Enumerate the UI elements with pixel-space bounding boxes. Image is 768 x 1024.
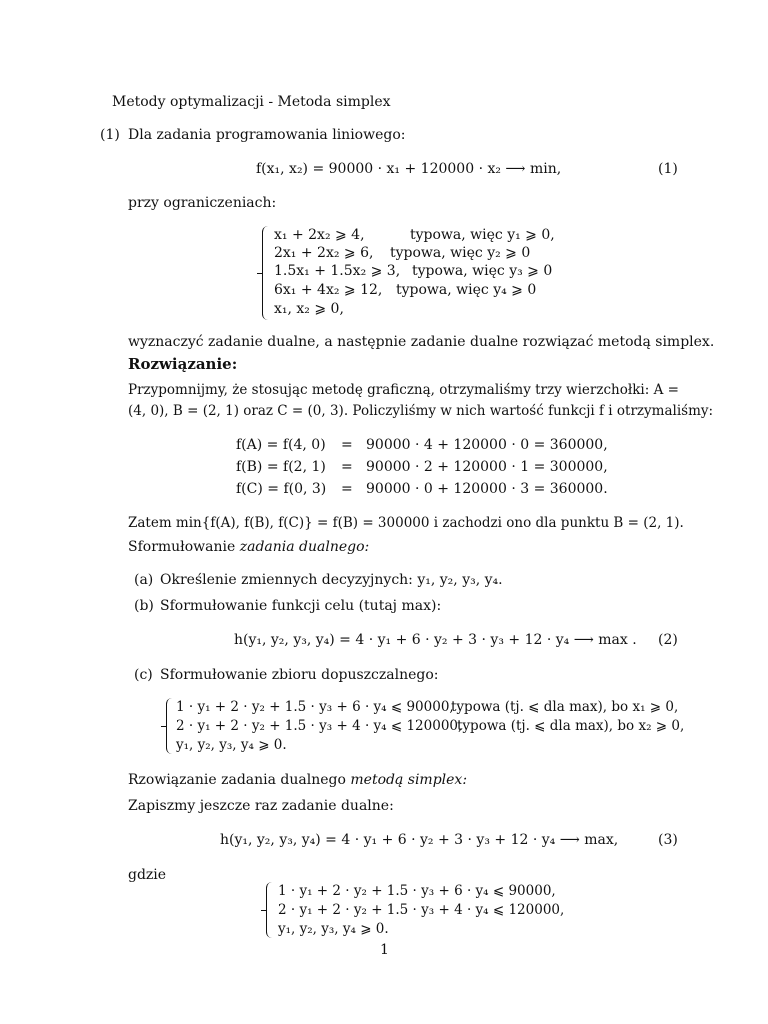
problem-statement: Dla zadania programowania liniowego: (128, 127, 406, 143)
item-c-text: Sformułowanie zbioru dopuszczalnego: (160, 667, 439, 683)
constraints-intro: przy ograniczeniach: (128, 195, 277, 211)
dual-constraint-note: typowa (tj. ⩽ dla max), bo x₁ ⩾ 0, (451, 699, 679, 715)
eval-lhs: f(B) = f(2, 1) (236, 459, 326, 475)
equation-3-number: (3) (658, 832, 678, 848)
equation-2-number: (2) (658, 632, 678, 648)
dual-intro (128, 538, 369, 556)
where-label: gdzie (128, 867, 167, 883)
eval-lhs: f(A) = f(4, 0) (236, 437, 326, 453)
eval-rhs: 90000 · 4 + 120000 · 0 = 360000, (366, 437, 608, 453)
dual-constraint-expr: 2 · y₁ + 2 · y₂ + 1.5 · y₃ + 4 · y₄ ⩽ 120000, (176, 718, 463, 734)
paragraph-line: (4, 0), B = (2, 1) oraz C = (0, 3). Policzyliśmy w nich wartość funkcji f i otrzymaliśmy: (128, 403, 714, 419)
equation-3: h(y₁, y₂, y₃, y₄) = 4 · y₁ + 6 · y₂ + 3 · y₃ + 12 · y₄ ⟶ max, (220, 832, 619, 848)
constraints-brace (262, 226, 271, 320)
constraint-expr: x₁, x₂ ⩾ 0, (274, 301, 344, 317)
eval-lhs: f(C) = f(0, 3) (236, 481, 327, 497)
constraint-note: typowa, więc y₃ ⩾ 0 (412, 263, 553, 279)
constraint-expr: 2x₁ + 2x₂ ⩾ 6, (274, 245, 374, 261)
item-a-text: Określenie zmiennych decyzyjnych: y₁, y₂, y₃, y₄. (160, 572, 503, 588)
constraint-note: typowa, więc y₄ ⩾ 0 (396, 282, 537, 298)
constraint-expr: x₁ + 2x₂ ⩾ 4, (274, 227, 365, 243)
constraint-expr: 1.5x₁ + 1.5x₂ ⩾ 3, (274, 263, 401, 279)
simplex-intro (128, 771, 467, 789)
constraint-expr: 6x₁ + 4x₂ ⩾ 12, (274, 282, 383, 298)
eval-eq: = (341, 481, 353, 497)
task-statement: wyznaczyć zadanie dualne, a następnie zadanie dualne rozwiązać metodą simplex. (128, 334, 715, 350)
eval-eq: = (341, 437, 353, 453)
final-constraints-brace (266, 882, 275, 938)
equation-2: h(y₁, y₂, y₃, y₄) = 4 · y₁ + 6 · y₂ + 3 · y₃ + 12 · y₄ ⟶ max . (234, 632, 637, 648)
dual-intro-italic: zadania dualnego: (239, 539, 370, 555)
problem-number: (1) (100, 127, 120, 143)
simplex-intro-italic: metodą simplex: (350, 772, 468, 788)
constraint-note: typowa, więc y₁ ⩾ 0, (410, 227, 555, 243)
dual-intro-plain: Sformułowanie (128, 539, 236, 555)
final-constraint: y₁, y₂, y₃, y₄ ⩾ 0. (278, 921, 389, 937)
constraint-note: typowa, więc y₂ ⩾ 0 (390, 245, 531, 261)
final-constraint: 2 · y₁ + 2 · y₂ + 1.5 · y₃ + 4 · y₄ ⩽ 120000, (278, 902, 565, 918)
item-b-text: Sformułowanie funkcji celu (tutaj max): (160, 598, 442, 614)
equation-1: f(x₁, x₂) = 90000 · x₁ + 120000 · x₂ ⟶ min, (256, 161, 562, 177)
simplex-intro-plain: Rzowiązanie zadania dualnego (128, 772, 346, 788)
equation-1-number: (1) (658, 161, 678, 177)
conclusion: Zatem min{f(A), f(B), f(C)} = f(B) = 300000 i zachodzi ono dla punktu B = (2, 1). (128, 515, 684, 531)
solution-heading: Rozwiązanie: (128, 355, 238, 373)
dual-constraint-expr: 1 · y₁ + 2 · y₂ + 1.5 · y₃ + 6 · y₄ ⩽ 90000, (176, 699, 454, 715)
rewrite-statement: Zapiszmy jeszcze raz zadanie dualne: (128, 798, 394, 814)
final-constraint: 1 · y₁ + 2 · y₂ + 1.5 · y₃ + 6 · y₄ ⩽ 90000, (278, 883, 556, 899)
dual-constraint-expr: y₁, y₂, y₃, y₄ ⩾ 0. (176, 737, 287, 753)
paragraph-line: Przypomnijmy, że stosując metodę graficzną, otrzymaliśmy trzy wierzchołki: A = (128, 382, 679, 398)
item-b-label: (b) (134, 598, 154, 614)
dual-constraints-brace (166, 698, 175, 754)
page-number: 1 (380, 942, 389, 958)
eval-rhs: 90000 · 2 + 120000 · 1 = 300000, (366, 459, 608, 475)
dual-constraint-note: typowa (tj. ⩽ dla max), bo x₂ ⩾ 0, (457, 718, 685, 734)
item-a-label: (a) (134, 572, 154, 588)
item-c-label: (c) (134, 667, 153, 683)
page-header: Metody optymalizacji - Metoda simplex (112, 94, 391, 110)
eval-rhs: 90000 · 0 + 120000 · 3 = 360000. (366, 481, 608, 497)
eval-eq: = (341, 459, 353, 475)
